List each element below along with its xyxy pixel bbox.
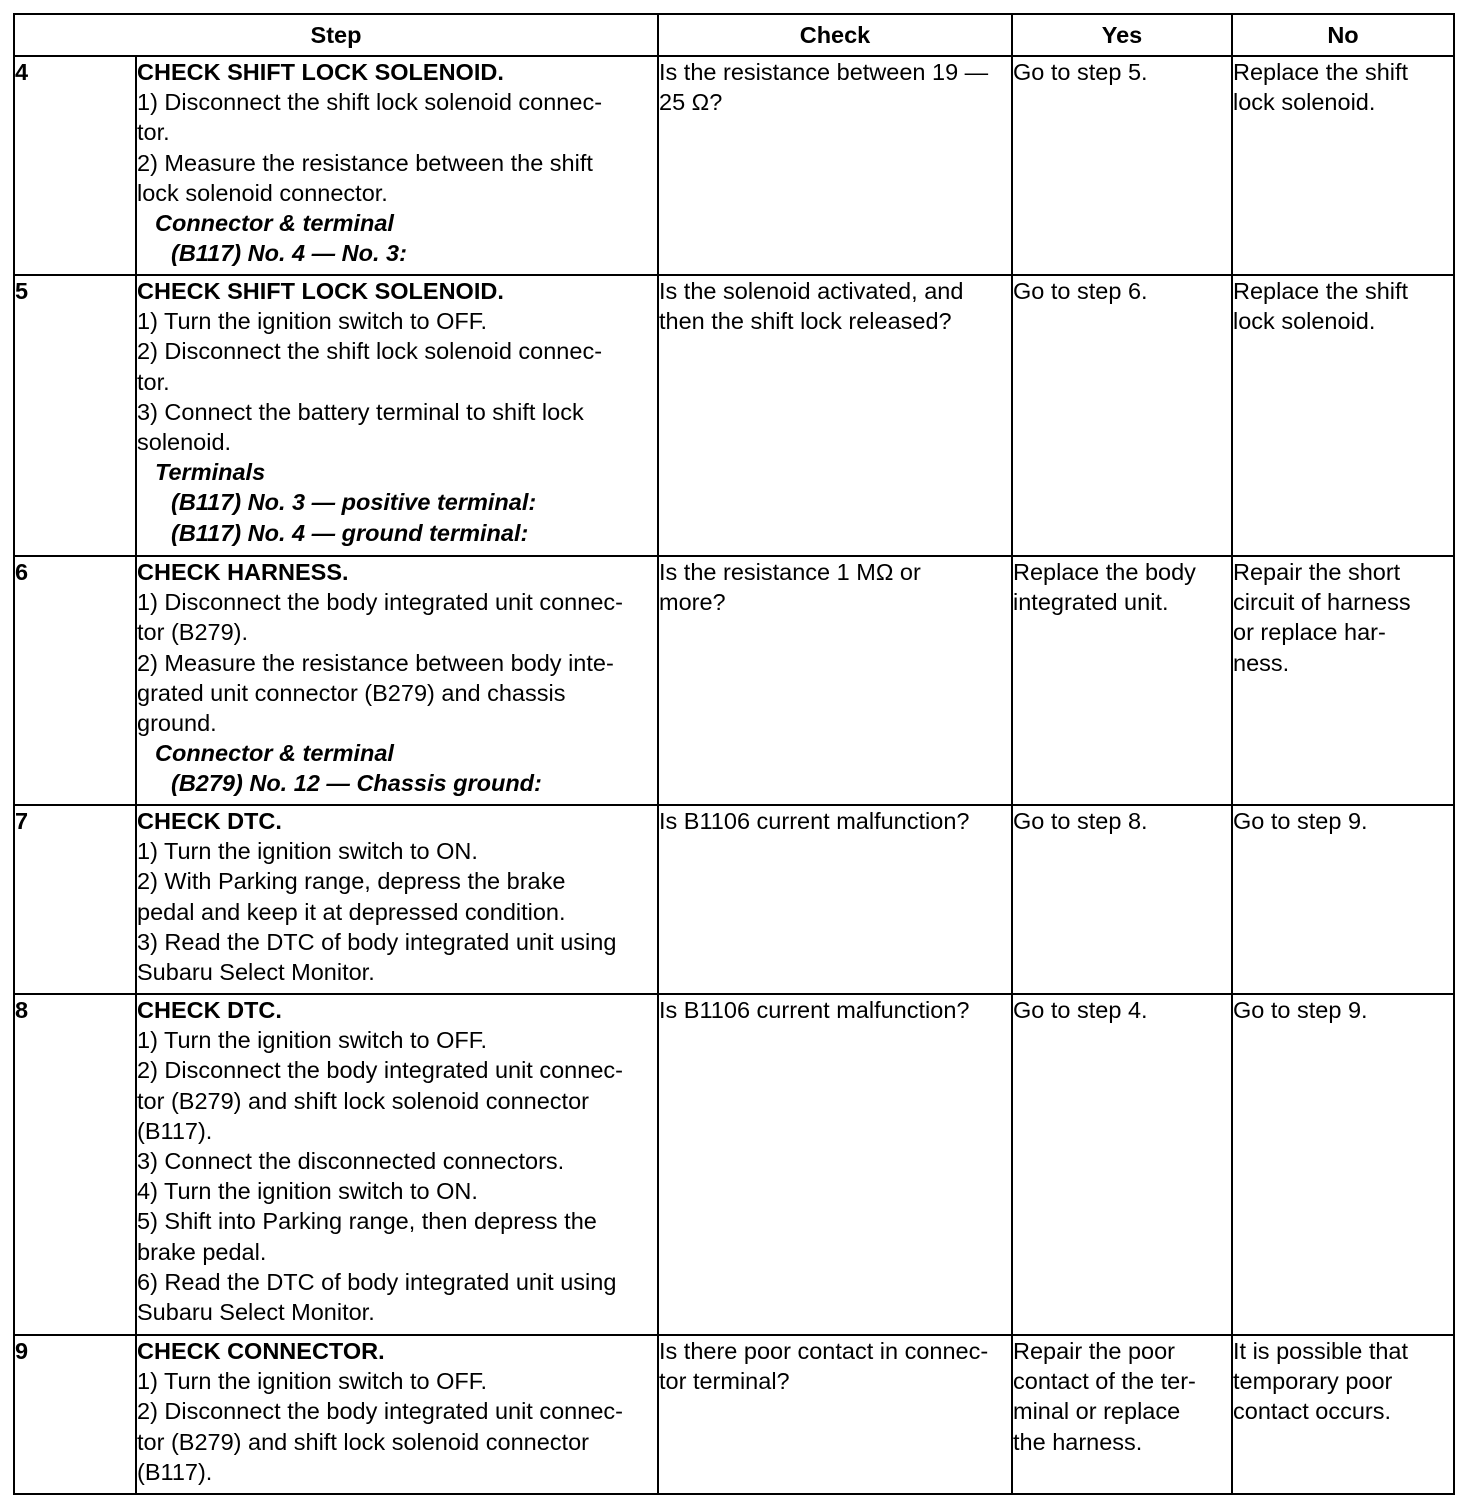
check-line: more?	[659, 589, 726, 616]
yes-line: contact of the ter-	[1013, 1368, 1196, 1395]
header-step: Step	[14, 14, 658, 56]
check-line: Is there poor contact in connec-	[659, 1338, 989, 1364]
yes-cell	[1012, 275, 1232, 556]
step-line: grated unit connector (B279) and chassis	[137, 679, 566, 706]
step-line: 1) Turn the ignition switch to OFF.	[137, 308, 488, 335]
step-line: ground.	[137, 710, 217, 737]
check-line: then the shift lock released?	[659, 308, 952, 335]
yes-line: Replace the body	[1013, 559, 1196, 585]
step-instructions	[136, 994, 658, 1335]
no-cell	[1232, 556, 1454, 805]
no-line: temporary poor	[1233, 1368, 1393, 1395]
table-header	[14, 14, 1454, 56]
step-instructions	[136, 556, 658, 805]
no-line: ness.	[1233, 649, 1290, 676]
step-title: CHECK DTC.	[137, 808, 282, 834]
check-cell	[658, 994, 1012, 1335]
step-line: (B117).	[137, 1458, 213, 1485]
table-row	[14, 56, 1454, 275]
no-line: lock solenoid.	[1233, 308, 1376, 335]
header-check: Check	[658, 14, 1012, 56]
step-line: 6) Read the DTC of body integrated unit using	[137, 1268, 617, 1295]
step-subheading: Terminals	[155, 459, 266, 486]
check-line: Is B1106 current malfunction?	[659, 808, 970, 834]
step-line: 2) Disconnect the body integrated unit connec-	[137, 1398, 623, 1425]
table-row	[14, 805, 1454, 994]
step-number: 9	[14, 1335, 136, 1494]
check-line: tor terminal?	[659, 1368, 790, 1395]
step-number: 7	[14, 805, 136, 994]
yes-line: Repair the poor	[1013, 1338, 1175, 1364]
table-row	[14, 275, 1454, 556]
check-cell	[658, 1335, 1012, 1494]
step-instructions	[136, 56, 658, 275]
step-title: CHECK DTC.	[137, 997, 282, 1023]
step-line: 3) Connect the battery terminal to shift lock	[137, 398, 584, 425]
no-line: or replace har-	[1233, 619, 1386, 646]
step-line: 1) Disconnect the body integrated unit connec-	[137, 589, 623, 616]
check-cell	[658, 805, 1012, 994]
check-cell	[658, 275, 1012, 556]
no-cell	[1232, 1335, 1454, 1494]
header-no: No	[1232, 14, 1454, 56]
yes-line: integrated unit.	[1013, 589, 1169, 616]
step-line: Subaru Select Monitor.	[137, 1299, 375, 1326]
step-line: 3) Connect the disconnected connectors.	[137, 1148, 565, 1175]
no-line: It is possible that	[1233, 1338, 1409, 1364]
check-cell	[658, 56, 1012, 275]
step-terminal-spec: (B117) No. 4 — No. 3:	[171, 240, 407, 267]
step-line: 3) Read the DTC of body integrated unit using	[137, 928, 617, 955]
no-cell	[1232, 805, 1454, 994]
step-line: 1) Turn the ignition switch to ON.	[137, 838, 478, 865]
step-line: lock solenoid connector.	[137, 179, 388, 206]
table-row	[14, 556, 1454, 805]
step-line: 2) Disconnect the shift lock solenoid connec-	[137, 338, 603, 365]
yes-line: Go to step 8.	[1013, 808, 1148, 834]
header-yes: Yes	[1012, 14, 1232, 56]
no-line: Go to step 9.	[1233, 808, 1368, 834]
step-line: tor (B279) and shift lock solenoid connector	[137, 1087, 589, 1114]
step-line: tor (B279).	[137, 619, 249, 646]
step-number: 8	[14, 994, 136, 1335]
check-cell	[658, 556, 1012, 805]
step-subheading: Connector & terminal	[155, 740, 394, 767]
check-line: Is B1106 current malfunction?	[659, 997, 970, 1023]
table-body	[14, 56, 1454, 1494]
step-terminal-spec: (B117) No. 4 — ground terminal:	[171, 519, 529, 546]
step-line: 1) Disconnect the shift lock solenoid connec-	[137, 89, 603, 116]
step-line: 4) Turn the ignition switch to ON.	[137, 1178, 478, 1205]
step-line: 2) With Parking range, depress the brake	[137, 868, 566, 895]
step-terminal-spec: (B279) No. 12 — Chassis ground:	[171, 770, 542, 797]
step-line: (B117).	[137, 1117, 213, 1144]
diagnostic-table	[13, 13, 1455, 1495]
no-cell	[1232, 994, 1454, 1335]
no-line: Go to step 9.	[1233, 997, 1368, 1023]
step-terminal-spec: (B117) No. 3 — positive terminal:	[171, 489, 537, 516]
step-line: tor.	[137, 368, 170, 395]
check-line: Is the solenoid activated, and	[659, 278, 964, 304]
step-number: 4	[14, 56, 136, 275]
step-title: CHECK CONNECTOR.	[137, 1338, 385, 1364]
yes-line: Go to step 6.	[1013, 278, 1148, 304]
step-number: 6	[14, 556, 136, 805]
step-line: 1) Turn the ignition switch to OFF.	[137, 1027, 488, 1054]
table-row	[14, 994, 1454, 1335]
check-line: 25 Ω?	[659, 89, 723, 116]
yes-line: the harness.	[1013, 1428, 1143, 1455]
no-line: lock solenoid.	[1233, 89, 1376, 116]
check-line: Is the resistance 1 MΩ or	[659, 559, 921, 585]
yes-cell	[1012, 56, 1232, 275]
yes-cell	[1012, 994, 1232, 1335]
step-line: 5) Shift into Parking range, then depress the	[137, 1208, 597, 1235]
no-line: Replace the shift	[1233, 278, 1409, 304]
step-line: pedal and keep it at depressed condition.	[137, 898, 566, 925]
no-cell	[1232, 275, 1454, 556]
step-line: 1) Turn the ignition switch to OFF.	[137, 1368, 488, 1395]
yes-cell	[1012, 805, 1232, 994]
step-subheading: Connector & terminal	[155, 210, 394, 237]
step-line: 2) Measure the resistance between body inte-	[137, 649, 614, 676]
yes-line: Go to step 4.	[1013, 997, 1148, 1023]
no-line: Repair the short	[1233, 559, 1401, 585]
check-line: Is the resistance between 19 —	[659, 59, 989, 85]
step-instructions	[136, 275, 658, 556]
no-cell	[1232, 56, 1454, 275]
step-instructions	[136, 805, 658, 994]
step-line: 2) Disconnect the body integrated unit connec-	[137, 1057, 623, 1084]
step-title: CHECK SHIFT LOCK SOLENOID.	[137, 59, 504, 85]
yes-line: minal or replace	[1013, 1398, 1181, 1425]
yes-cell	[1012, 556, 1232, 805]
step-number: 5	[14, 275, 136, 556]
step-line: tor.	[137, 119, 170, 146]
yes-cell	[1012, 1335, 1232, 1494]
step-title: CHECK HARNESS.	[137, 559, 349, 585]
step-line: tor (B279) and shift lock solenoid connector	[137, 1428, 589, 1455]
step-line: 2) Measure the resistance between the shift	[137, 149, 593, 176]
step-line: solenoid.	[137, 429, 232, 456]
step-line: Subaru Select Monitor.	[137, 959, 375, 986]
no-line: contact occurs.	[1233, 1398, 1392, 1425]
step-instructions	[136, 1335, 658, 1494]
no-line: circuit of harness	[1233, 589, 1411, 616]
table-row	[14, 1335, 1454, 1494]
step-title: CHECK SHIFT LOCK SOLENOID.	[137, 278, 504, 304]
yes-line: Go to step 5.	[1013, 59, 1148, 85]
step-line: brake pedal.	[137, 1238, 267, 1265]
no-line: Replace the shift	[1233, 59, 1409, 85]
